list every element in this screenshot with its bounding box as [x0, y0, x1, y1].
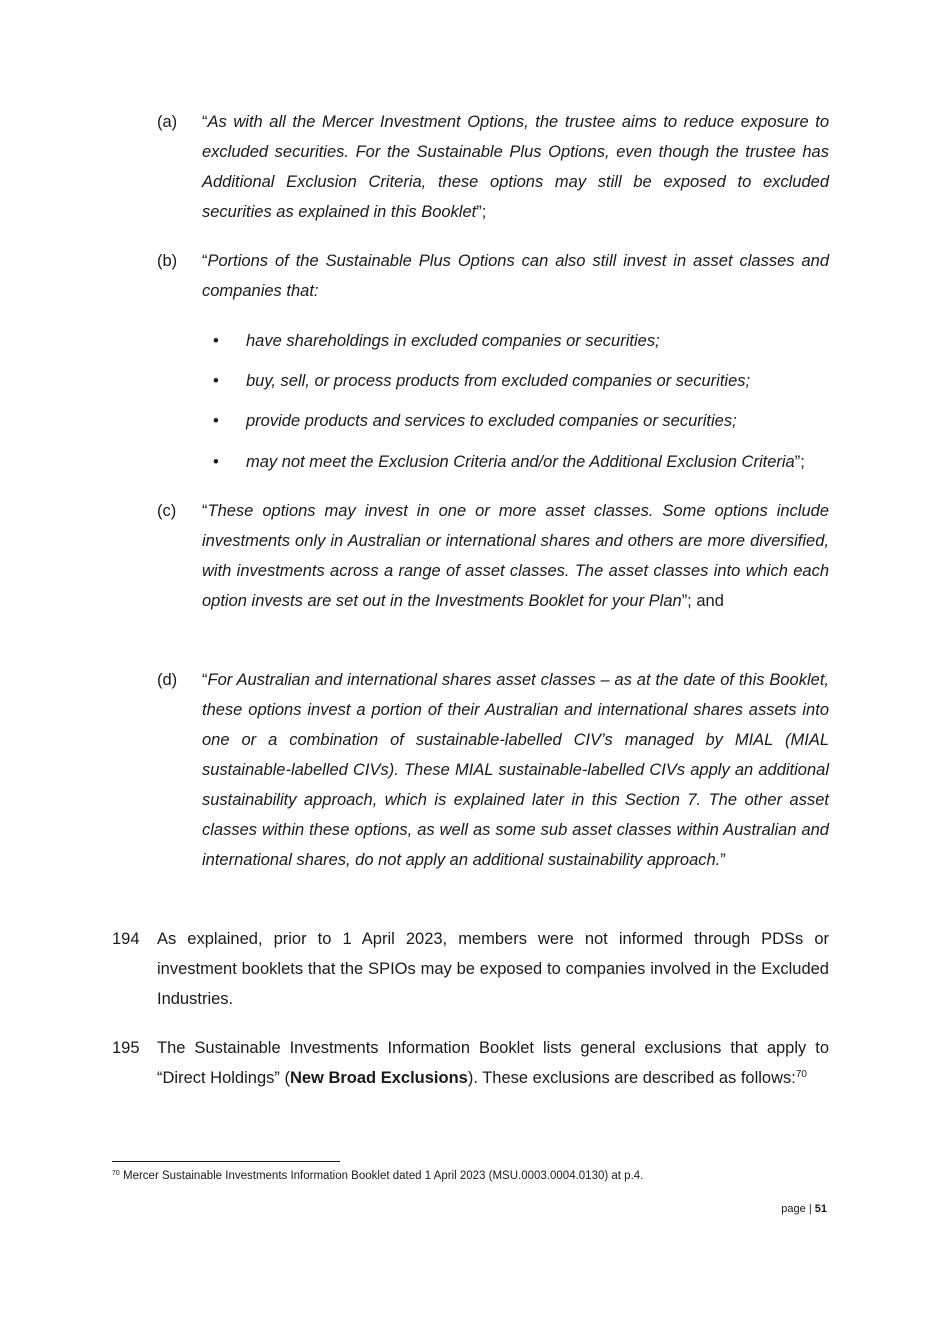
- quoted-text: As with all the Mercer Investment Options, the trustee aims to reduce exposure to excluded securities. For the Sustainable Plus Options, even though the trustee has Additional Exclusion Criteria, these options may still be exposed to excluded securities as explained in this Booklet: [202, 113, 829, 221]
- subparagraph-text: [202, 496, 829, 616]
- quoted-text: Portions of the Sustainable Plus Options can also still invest in asset classes and companies that:: [202, 252, 829, 300]
- page-number-prefix: page |: [781, 1203, 815, 1215]
- close-quote: ”;: [794, 453, 805, 471]
- bullet-icon: •: [213, 332, 219, 350]
- footnote-separator: [112, 1161, 340, 1162]
- footnote-reference[interactable]: 70: [795, 1069, 807, 1080]
- bullet-item: [213, 406, 833, 436]
- bullet-text: have shareholdings in excluded companies or securities;: [246, 332, 660, 350]
- defined-term: New Broad Exclusions: [289, 1069, 468, 1087]
- bullet-item: [213, 326, 833, 356]
- paragraph-text-part: The Sustainable Investments Information Booklet lists general exclusions that apply to “Direct Holdings” (: [157, 1039, 829, 1087]
- bullet-icon: •: [213, 453, 219, 471]
- subparagraph-text: [202, 246, 829, 306]
- paragraph-number: 194: [112, 930, 140, 948]
- open-quote: “: [202, 252, 208, 270]
- open-quote: “: [202, 671, 208, 689]
- quoted-text: For Australian and international shares asset classes – as at the date of this Booklet, these options invest a portion of their Australian and international shares assets into one or a combination of sustainable-labelled CIV’s managed by MIAL (MIAL sustainable-labelled CIVs). These MIAL sustainable-labelled CIVs apply an additional sustainability approach, which is explained later in this Section 7. The other asset classes within these options, as well as some sub asset classes within Australian and international shares, do not apply an additional sustainability approach.: [202, 671, 829, 869]
- subparagraph-label: (d): [157, 671, 178, 689]
- subparagraph-text: [202, 665, 829, 875]
- open-quote: “: [202, 502, 208, 520]
- footnote: [112, 1168, 643, 1184]
- paragraph-text: [157, 1033, 829, 1093]
- page-number-value: 51: [814, 1203, 827, 1215]
- subparagraph-text: [202, 107, 829, 227]
- page-number: [781, 1203, 827, 1215]
- bullet-text: may not meet the Exclusion Criteria and/or the Additional Exclusion Criteria: [246, 453, 795, 471]
- footnote-text: Mercer Sustainable Investments Information Booklet dated 1 April 2023 (MSU.0003.0004.0130) at p.4.: [123, 1170, 644, 1182]
- subparagraph-label: (a): [157, 113, 178, 131]
- paragraph-number: 195: [112, 1039, 140, 1057]
- bullet-text: provide products and services to excluded companies or securities;: [246, 412, 737, 430]
- bullet-text: buy, sell, or process products from excluded companies or securities;: [246, 372, 751, 390]
- paragraph-195: [112, 1033, 829, 1093]
- paragraph-194: [112, 924, 829, 1014]
- quoted-text: These options may invest in one or more asset classes. Some options include investments only in Australian or international shares and others are more diversified, with investments across a range of asset classes. The asset classes into which each option invests are set out in the Investments Booklet for your Plan: [202, 502, 829, 610]
- paragraph-text: As explained, prior to 1 April 2023, members were not informed through PDSs or investment booklets that the SPIOs may be exposed to companies involved in the Excluded Industries.: [157, 930, 829, 1008]
- close-quote: ”; and: [681, 592, 724, 610]
- bullet-icon: •: [213, 372, 219, 390]
- subparagraph-b: [157, 246, 829, 306]
- footnote-marker: 70: [112, 1170, 120, 1177]
- bullet-item: [213, 366, 833, 396]
- subparagraph-label: (b): [157, 252, 178, 270]
- close-quote: ”;: [476, 203, 487, 221]
- subparagraph-a: [157, 107, 829, 227]
- bullet-icon: •: [213, 412, 219, 430]
- subparagraph-label: (c): [157, 502, 177, 520]
- paragraph-text-part: ). These exclusions are described as follows:: [467, 1069, 796, 1087]
- bullet-item: [213, 447, 833, 477]
- close-quote: ”: [720, 851, 726, 869]
- subparagraph-c: [157, 496, 829, 616]
- open-quote: “: [202, 113, 208, 131]
- subparagraph-d: [157, 665, 829, 875]
